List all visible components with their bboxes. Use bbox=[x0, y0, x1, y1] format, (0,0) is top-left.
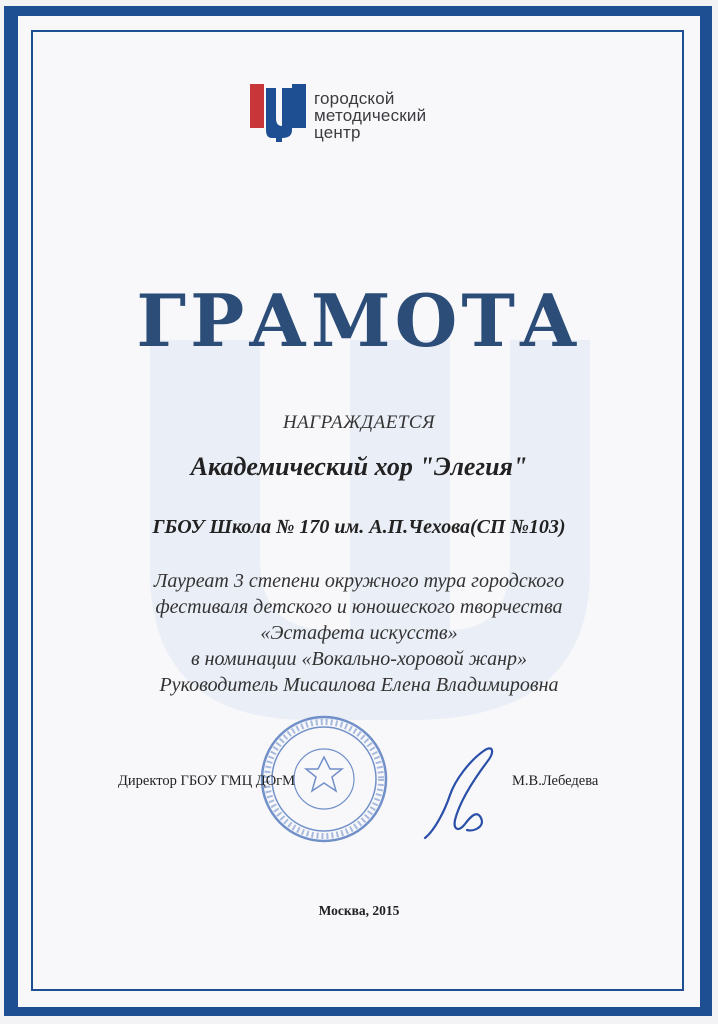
organization-logo bbox=[248, 80, 488, 150]
school-name: ГБОУ Школа № 170 им. А.П.Чехова(СП №103) bbox=[152, 516, 566, 538]
details-line: в номинации «Вокально-хоровой жанр» bbox=[190, 648, 528, 670]
details-line: «Эстафета искусств» bbox=[260, 622, 458, 644]
logo-line-2: методический bbox=[314, 106, 427, 125]
details-line: Руководитель Мисаилова Елена Владимировна bbox=[159, 674, 559, 696]
logo-text bbox=[314, 90, 484, 141]
gmc-logo-icon bbox=[248, 80, 310, 144]
details-line: Лауреат 3 степени окружного тура городского bbox=[153, 570, 565, 592]
handwritten-signature bbox=[415, 740, 505, 850]
details-line: фестиваля детского и юношеского творчества bbox=[155, 596, 563, 618]
awarded-label: НАГРАЖДАЕТСЯ bbox=[282, 412, 436, 433]
director-position: Директор ГБОУ ГМЦ ДОгМ bbox=[118, 773, 296, 789]
recipient-name: Академический хор "Элегия" bbox=[190, 452, 528, 481]
logo-line-1: городской bbox=[314, 89, 395, 108]
place-and-date: Москва, 2015 bbox=[318, 903, 400, 918]
logo-line-3: центр bbox=[314, 123, 361, 142]
signer-name: М.В.Лебедева bbox=[512, 773, 599, 789]
award-details bbox=[60, 568, 658, 698]
certificate-title: ГРАМОТА bbox=[136, 278, 582, 363]
